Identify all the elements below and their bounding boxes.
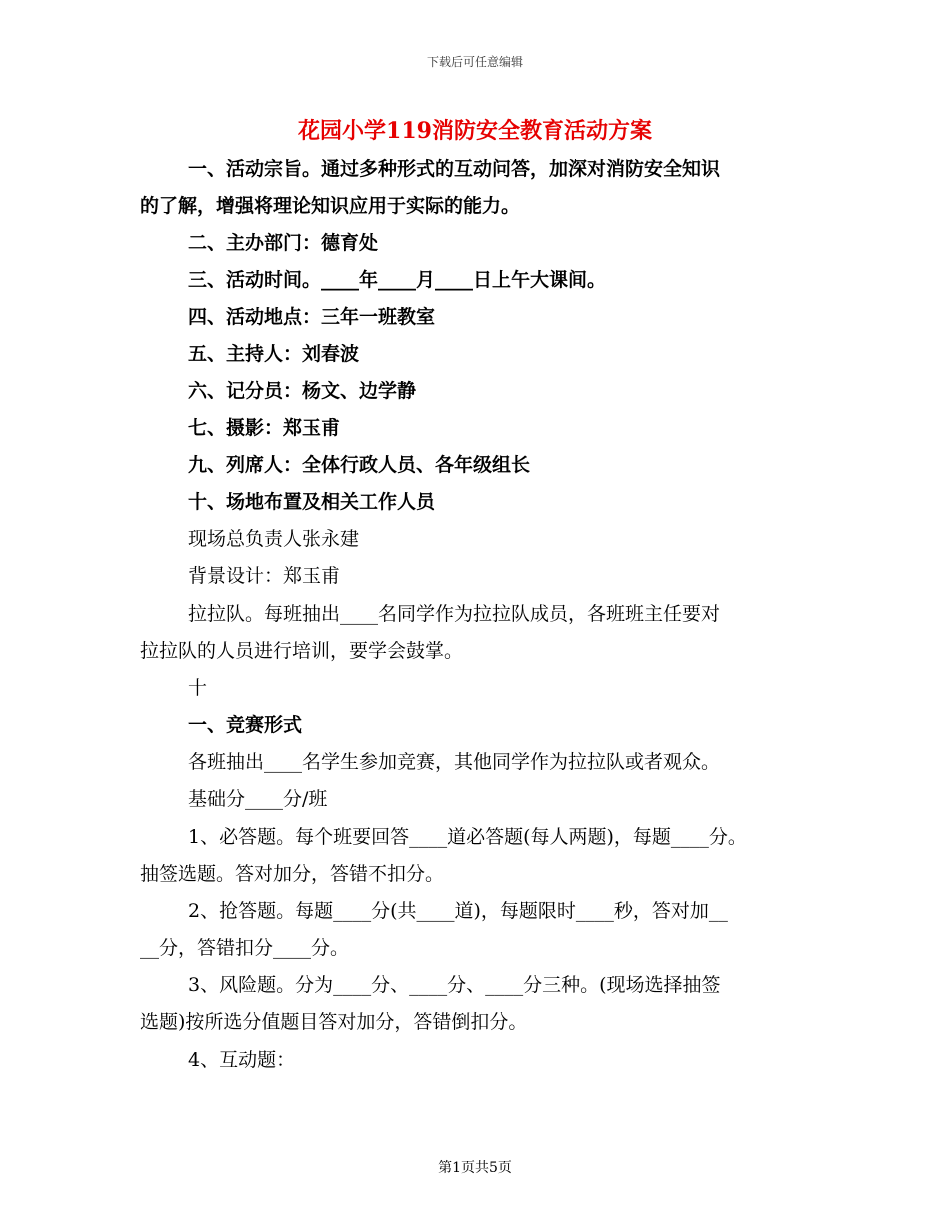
- cheer-team: 拉拉队。每班抽出____名同学作为拉拉队成员，各班班主任要对: [188, 603, 721, 625]
- rule-required-cont: 抽签选题。答对加分，答错不扣分。: [140, 863, 445, 885]
- rule-risk-cont: 选题)按所选分值题目答对加分，答错倒扣分。: [140, 1011, 528, 1033]
- rule-buzzer: 2、抢答题。每题____分(共____道)，每题限时____秒，答对加__: [188, 900, 728, 922]
- rule-risk: 3、风险题。分为____分、____分、____分三种。(现场选择抽签: [188, 974, 721, 996]
- page-header: 下载后可任意编辑: [426, 55, 523, 69]
- document-title: 花园小学119消防安全教育活动方案: [298, 118, 652, 144]
- section-competition-format: 一、竞赛形式: [188, 714, 303, 736]
- section-ten-label: 十: [188, 677, 208, 699]
- section-attendees: 九、列席人：全体行政人员、各年级组长: [188, 454, 531, 476]
- section-location: 四、活动地点：三年一班教室: [188, 306, 436, 328]
- base-score: 基础分____分/班: [188, 788, 328, 810]
- rule-required: 1、必答题。每个班要回答____道必答题(每人两题)，每题____分。: [188, 826, 747, 848]
- rule-buzzer-cont: __分，答错扣分____分。: [140, 937, 350, 959]
- page-footer: 第1页共5页: [438, 1160, 512, 1176]
- participants: 各班抽出____名学生参加竞赛，其他同学作为拉拉队或者观众。: [188, 751, 721, 773]
- section-venue-setup: 十、场地布置及相关工作人员: [188, 491, 436, 513]
- cheer-team-cont: 拉拉队的人员进行培训，要学会鼓掌。: [140, 640, 464, 662]
- section-purpose-cont: 的了解，增强将理论知识应用于实际的能力。: [140, 195, 521, 217]
- section-time: 三、活动时间。____年____月____日上午大课间。: [188, 269, 607, 291]
- venue-lead: 现场总负责人张永建: [188, 528, 360, 550]
- section-organizer: 二、主办部门：德育处: [188, 232, 379, 254]
- section-photographer: 七、摄影：郑玉甫: [188, 417, 341, 439]
- section-purpose: 一、活动宗旨。通过多种形式的互动问答，加深对消防安全知识: [188, 158, 721, 180]
- section-scorekeeper: 六、记分员：杨文、边学静: [188, 380, 417, 402]
- background-design: 背景设计：郑玉甫: [188, 565, 341, 587]
- section-host: 五、主持人：刘春波: [188, 343, 360, 365]
- rule-interactive: 4、互动题：: [188, 1049, 296, 1071]
